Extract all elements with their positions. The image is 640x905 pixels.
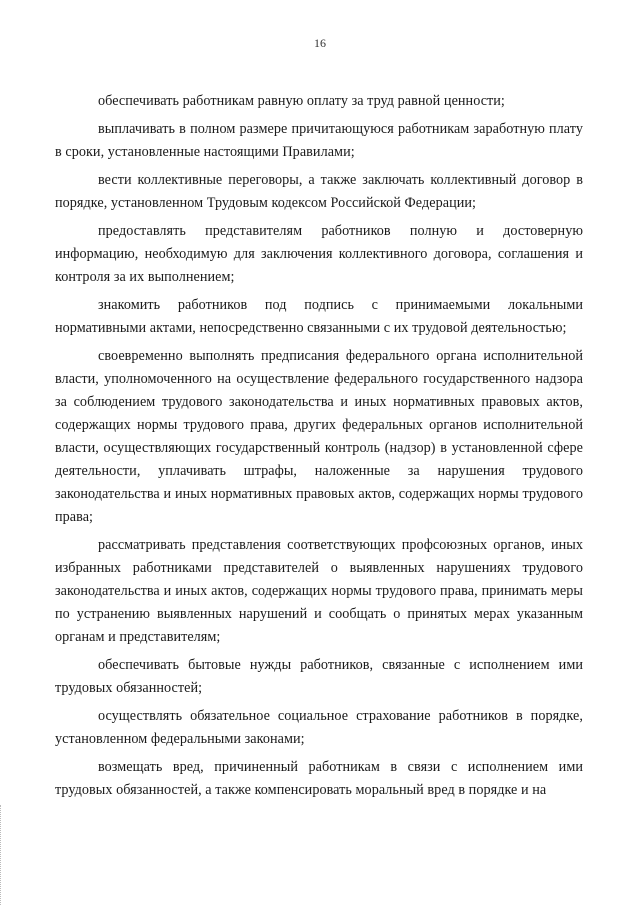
paragraph-social-insurance: осуществлять обязательное социальное страхование работников в порядке, установленном федеральными законами; xyxy=(55,708,583,747)
document-body xyxy=(55,88,583,805)
paragraph-compensation: возмещать вред, причиненный работникам в связи с исполнением ими трудовых обязанностей, а также компенсировать моральный вред в порядке и на xyxy=(55,759,583,798)
paragraph-household-needs: обеспечивать бытовые нужды работников, связанные с исполнением ими трудовых обязанностей; xyxy=(55,657,583,696)
page-number: 16 xyxy=(314,36,326,50)
paragraph-local-acts: знакомить работников под подпись с принимаемыми локальными нормативными актами, непосредственно связанными с их трудовой деятельностью; xyxy=(55,297,583,336)
paragraph-union-representations: рассматривать представления соответствующих профсоюзных органов, иных избранных работниками представителей о выявленных нарушениях трудового законодательства и иных актов, содержащих нормы трудового права, принимать меры по устранению выявленных нарушений и сообщать о принятых мерах указанным органам и представителям; xyxy=(55,537,583,645)
paragraph-provide-information: предоставлять представителям работников полную и достоверную информацию, необходимую для заключения коллективного договора, соглашения и контроля за их выполнением; xyxy=(55,223,583,285)
paragraph-prescriptions: своевременно выполнять предписания федерального органа исполнительной власти, уполномоченного на осуществление федерального государственного надзора за соблюдением трудового законодательства и иных нормативных правовых актов, содержащих нормы трудового права, других федеральных органов исполнительной власти, осуществляющих государственный контроль (надзор) в установленной сфере деятельности, уплачивать штрафы, наложенные за нарушения трудового законодательства и иных нормативных правовых актов, содержащих нормы трудового права; xyxy=(55,348,583,525)
paragraph-collective-negotiations: вести коллективные переговоры, а также заключать коллективный договор в порядке, установленном Трудовым кодексом Российской Федерации; xyxy=(55,172,583,211)
scan-margin-mark xyxy=(0,805,31,905)
paragraph-equal-pay: обеспечивать работникам равную оплату за труд равной ценности; xyxy=(98,93,505,109)
paragraph-salary-payment: выплачивать в полном размере причитающуюся работникам заработную плату в сроки, установленные настоящими Правилами; xyxy=(55,121,583,160)
